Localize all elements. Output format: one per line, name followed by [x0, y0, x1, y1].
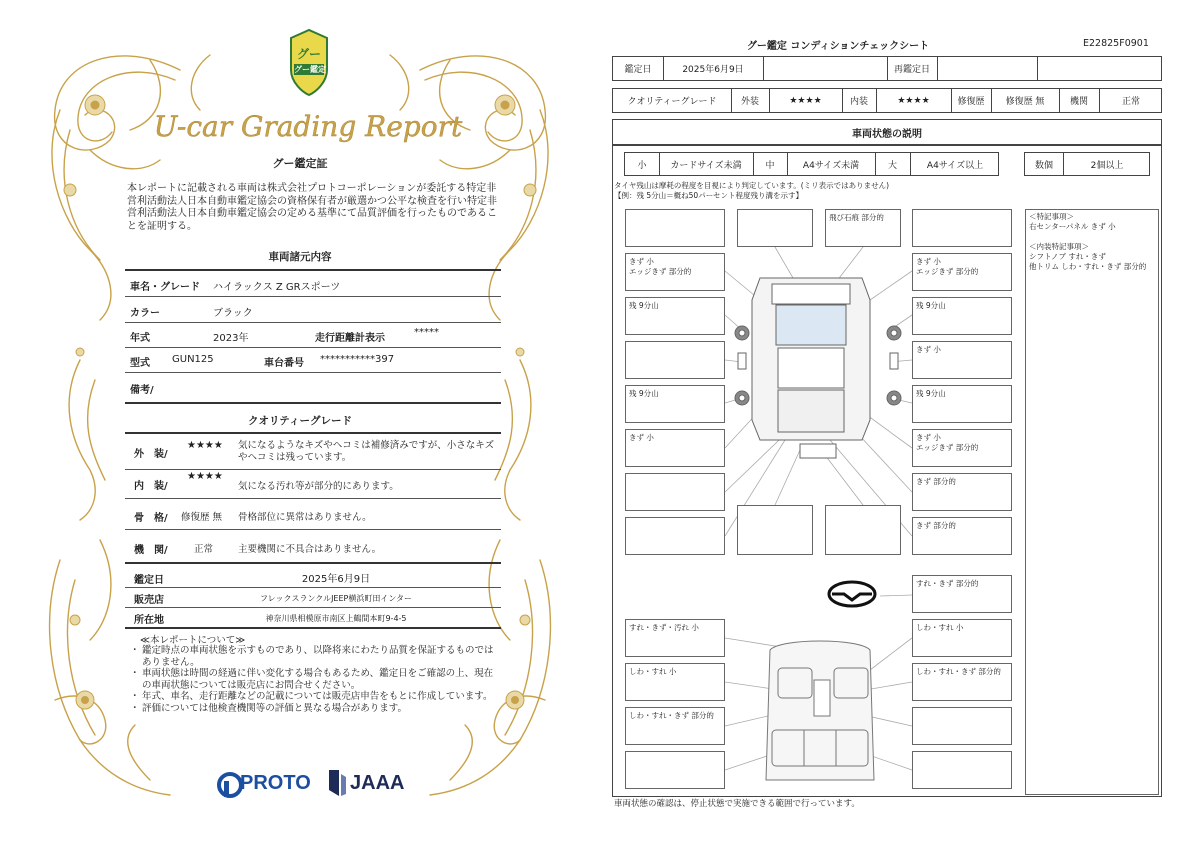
model-value: GUN125	[172, 354, 214, 365]
certificate-heading: グー鑑定証	[272, 157, 328, 170]
divider	[125, 469, 501, 470]
condition-check-sheet	[600, 0, 1200, 848]
jaaa-logo-icon	[326, 768, 348, 798]
damage-box: きず 小	[912, 341, 1012, 379]
list-item: ・ 鑑定時点の車両状態を示すものであり、以降将来にわたり品質を保証するものではありません。	[130, 645, 494, 668]
damage-box	[625, 517, 725, 555]
frame-label: 骨 格/	[134, 513, 168, 524]
mileage-value: *****	[414, 327, 439, 338]
engine-value: 正常	[1121, 97, 1140, 107]
jaaa-logo-text: JAAA	[350, 772, 405, 794]
condition-title: 車両状態の説明	[852, 128, 922, 140]
legend-small-desc: カードサイズ未満	[670, 160, 742, 171]
divider	[125, 402, 501, 404]
model-label: 型式	[130, 358, 150, 369]
exterior-stars: ★★★★	[789, 95, 822, 106]
damage-box	[625, 341, 725, 379]
chassis-label: 車台番号	[264, 358, 304, 369]
goo-appraisal-badge-icon	[291, 30, 327, 95]
damage-box	[625, 209, 725, 247]
special-notes-heading: ＜特記事項＞	[1029, 212, 1074, 221]
interior-label: 内 装/	[134, 481, 168, 492]
certificate-body: 本レポートに記載される車両は株式会社プロトコーポレーションが委託する特定非営利活動法人日本自動車鑑定協会の資格保有者が厳選かつ公平な検査を行い特定非営利活動法人日本自動車鑑定協会の定める基準にて品質評価を行ったものであることを証明する。	[127, 183, 497, 232]
interior-comment: 気になる汚れ等が部分的にあります。	[238, 481, 399, 492]
exterior-label: 外 装/	[134, 449, 168, 460]
tire-note-2: 【例：残 5分山＝概ね50パーセント程度残り溝を示す】	[614, 191, 804, 200]
dealer-value: フレックスランクルJEEP横浜町田インター	[259, 594, 413, 603]
legend-count-desc: 2個以上	[1090, 160, 1124, 171]
engine-value: 正常	[194, 544, 214, 555]
legend-large-desc: A4サイズ以上	[926, 160, 984, 171]
damage-box	[912, 751, 1012, 789]
appraisal-date-value: 2025年6月9日	[301, 574, 371, 585]
year-label: 年式	[130, 333, 150, 344]
damage-box: 残 9分山	[625, 297, 725, 335]
list-item: ・ 評価については他検査機関等の評価と異なる場合があります。	[130, 702, 408, 714]
legend-large: 大	[887, 160, 897, 171]
divider	[125, 372, 501, 373]
divider	[125, 322, 501, 323]
damage-box: しわ・すれ 小	[912, 619, 1012, 657]
address-value: 神奈川県相模原市南区上鶴間本町9-4-5	[265, 614, 407, 623]
interior-stars: ★★★★	[187, 471, 223, 482]
damage-box: しわ・すれ・きず 部分的	[625, 707, 725, 745]
sheet-code: E22825F0901	[1083, 38, 1149, 49]
divider	[125, 432, 501, 434]
divider	[125, 587, 501, 588]
divider	[125, 498, 501, 499]
damage-box: きず 小	[625, 429, 725, 467]
damage-box	[825, 505, 901, 555]
divider	[125, 627, 501, 629]
tire-note-1: タイヤ残山は摩耗の程度を目視により判定しています。(ミリ表示ではありません)	[614, 181, 890, 190]
notes-list	[130, 645, 500, 714]
appraisal-date-label: 鑑定日	[134, 575, 164, 586]
damage-box: 残 9分山	[912, 385, 1012, 423]
damage-box: きず 部分的	[912, 517, 1012, 555]
repair-label: 修復歴	[957, 97, 985, 107]
damage-box: 残 9分山	[912, 297, 1012, 335]
list-item: ・ 車両状態は時間の経過に伴い変化する場合もあるため、鑑定日をご確認の上、現在の車両状態については販売店にお問合せください。	[130, 668, 494, 691]
damage-box	[625, 473, 725, 511]
legend-medium: 中	[765, 160, 775, 171]
color-value: ブラック	[213, 308, 253, 319]
list-item: 他トリム しわ・すれ・きず 部分的	[1029, 262, 1147, 271]
legend-medium-desc: A4サイズ未満	[802, 160, 860, 171]
car-name-label: 車名・グレード	[130, 282, 200, 293]
exterior-label: 外装	[740, 97, 759, 107]
damage-box: 残 9分山	[625, 385, 725, 423]
damage-box	[737, 209, 813, 247]
divider	[125, 296, 501, 297]
exterior-comment: 気になるようなキズやヘコミは補修済みですが、小さなキズやヘコミは残っています。	[238, 440, 495, 463]
reappraisal-label: 再鑑定日	[893, 65, 930, 75]
interior-stars: ★★★★	[897, 95, 930, 106]
list-item: ・ 年式、車名、走行距離などの記載については販売店申告をもとに作成しています。	[130, 691, 493, 702]
list-item: 右センターパネル きず 小	[1029, 222, 1116, 231]
damage-box	[625, 751, 725, 789]
quality-grade-label: クオリティーグレード	[627, 97, 717, 107]
exterior-stars: ★★★★	[187, 440, 223, 451]
damage-box: きず 部分的	[912, 473, 1012, 511]
spacer	[1029, 232, 1155, 242]
damage-box	[912, 209, 1012, 247]
damage-box: きず 小 エッジきず 部分的	[625, 253, 725, 291]
report-title	[148, 104, 468, 148]
damage-box: すれ・きず・汚れ 小	[625, 619, 725, 657]
address-label: 所在地	[134, 615, 164, 626]
notes-title: ≪本レポートについて≫	[140, 635, 246, 646]
year-value: 2023年	[213, 333, 249, 344]
damage-box: きず 小 エッジきず 部分的	[912, 429, 1012, 467]
special-notes	[1025, 209, 1159, 795]
remarks-label: 備考/	[130, 385, 154, 396]
engine-label: 機関	[1069, 97, 1088, 107]
legend-count: 数個	[1034, 160, 1053, 171]
damage-box: しわ・すれ・きず 部分的	[912, 663, 1012, 701]
svg-text:U-car Grading Report: U-car Grading Report	[153, 110, 463, 143]
sheet-title: グー鑑定 コンディションチェックシート	[746, 41, 930, 52]
specs-title: 車両諸元内容	[268, 251, 332, 263]
date-label: 鑑定日	[624, 65, 652, 75]
proto-logo-text: PROTO	[240, 772, 311, 794]
color-label: カラー	[130, 308, 160, 319]
sheet-footer: 車両状態の確認は、停止状態で実施できる範囲で行っています。	[614, 799, 860, 809]
engine-label: 機 関/	[134, 545, 168, 556]
repair-value: 修復歴 無	[1005, 97, 1045, 107]
list-item: シフトノブ すれ・きず	[1029, 252, 1106, 261]
divider	[125, 562, 501, 564]
chassis-value: ***********397	[320, 354, 395, 365]
frame-value: 修復歴 無	[181, 512, 223, 523]
quality-title: クオリティーグレード	[248, 415, 352, 427]
legend-small: 小	[637, 160, 647, 171]
frame-comment: 骨格部位に異常はありません。	[238, 512, 372, 523]
steering-wheel-icon	[829, 582, 875, 606]
divider	[125, 529, 501, 530]
damage-box: すれ・きず 部分的	[912, 575, 1012, 613]
damage-box: 飛び石痕 部分的	[825, 209, 901, 247]
divider	[125, 347, 501, 348]
divider	[125, 269, 501, 271]
damage-box	[737, 505, 813, 555]
badge-label: グー鑑定	[294, 65, 326, 74]
mileage-label: 走行距離計表示	[315, 333, 385, 344]
special-notes-heading: ＜内装特記事項＞	[1029, 242, 1089, 251]
damage-box: しわ・すれ 小	[625, 663, 725, 701]
svg-text:グー: グー	[296, 47, 322, 61]
damage-box: きず 小 エッジきず 部分的	[912, 253, 1012, 291]
dealer-label: 販売店	[134, 595, 164, 606]
date-value: 2025年6月9日	[682, 65, 744, 75]
car-name-value: ハイラックス Z GRスポーツ	[213, 282, 341, 293]
interior-label: 内装	[849, 97, 868, 107]
damage-box	[912, 707, 1012, 745]
divider	[125, 607, 501, 608]
engine-comment: 主要機関に不具合はありません。	[238, 544, 382, 555]
